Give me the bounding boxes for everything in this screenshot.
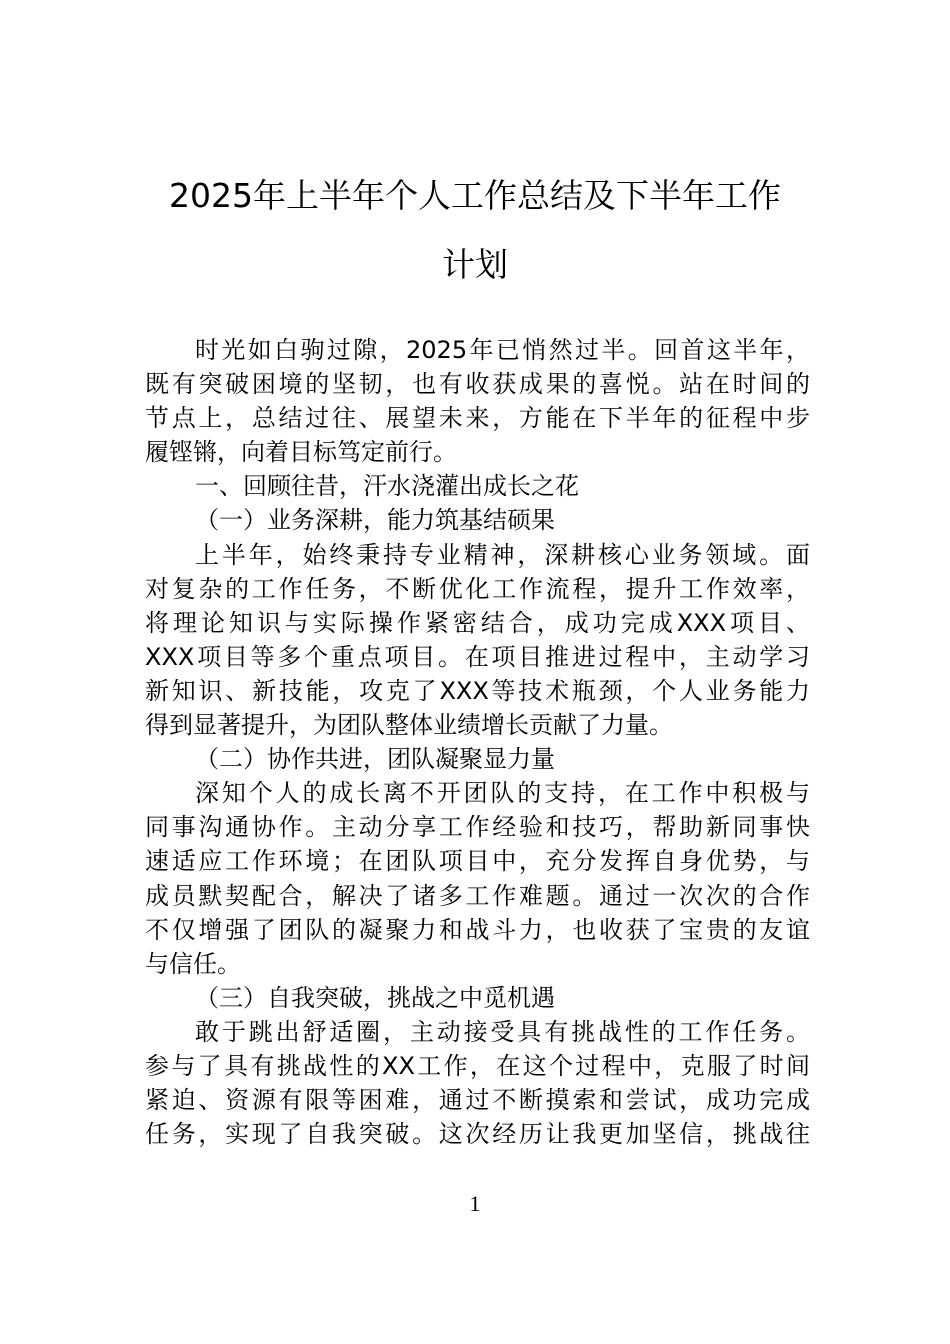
- document-title-line-2: 计划: [442, 245, 508, 284]
- paragraph-line: 上半年，始终秉持专业精神，深耕核心业务领域。面: [195, 540, 810, 569]
- document-body: [145, 333, 810, 1151]
- section-heading: 一、回顾往昔，汗水浇灌出成长之花: [195, 472, 579, 501]
- paragraph-line: 紧迫、资源有限等困难，通过不断摸索和尝试，成功完成: [145, 1086, 810, 1115]
- paragraph-line: 将理论知识与实际操作紧密结合，成功完成XXX项目、: [145, 608, 810, 637]
- subsection-heading: （一）业务深耕，能力筑基结硕果: [195, 506, 555, 535]
- paragraph-line: 同事沟通协作。主动分享工作经验和技巧，帮助新同事快: [145, 813, 810, 842]
- paragraph-line: 成员默契配合，解决了诸多工作难题。通过一次次的合作: [145, 881, 810, 910]
- paragraph-line: 时光如白驹过隙，2025年已悄然过半。回首这半年，: [195, 336, 810, 364]
- subsection-heading: （三）自我突破，挑战之中觅机遇: [195, 983, 555, 1012]
- paragraph-line: 敢于跳出舒适圈，主动接受具有挑战性的工作任务。: [195, 1017, 810, 1046]
- paragraph-line: 新知识、新技能，攻克了XXX等技术瓶颈，个人业务能力: [145, 676, 810, 705]
- subsection-heading: （二）协作共进，团队凝聚显力量: [195, 745, 555, 774]
- page-number: 1: [469, 1191, 481, 1216]
- paragraph-line: 不仅增强了团队的凝聚力和战斗力，也收获了宝贵的友谊: [145, 915, 810, 944]
- paragraph-line: 既有突破困境的坚韧，也有收获成果的喜悦。站在时间的: [145, 370, 810, 399]
- paragraph-line: 履铿锵，向着目标笃定前行。: [145, 438, 457, 467]
- paragraph-line: 对复杂的工作任务，不断优化工作流程，提升工作效率，: [145, 574, 810, 603]
- paragraph-line: 节点上，总结过往、展望未来，方能在下半年的征程中步: [145, 404, 810, 433]
- paragraph-line: 得到显著提升，为团队整体业绩增长贡献了力量。: [145, 711, 673, 740]
- paragraph-line: 与信任。: [145, 949, 241, 978]
- paragraph-line: 深知个人的成长离不开团队的支持，在工作中积极与: [195, 779, 810, 808]
- document-title-line-1: 2025年上半年个人工作总结及下半年工作: [169, 176, 781, 215]
- paragraph-line: 参与了具有挑战性的XX工作，在这个过程中，克服了时间: [145, 1051, 810, 1080]
- paragraph-line: XXX项目等多个重点项目。在项目推进过程中，主动学习: [145, 642, 810, 671]
- paragraph-line: 任务，实现了自我突破。这次经历让我更加坚信，挑战往: [145, 1120, 810, 1149]
- paragraph-line: 速适应工作环境；在团队项目中，充分发挥自身优势，与: [145, 847, 810, 876]
